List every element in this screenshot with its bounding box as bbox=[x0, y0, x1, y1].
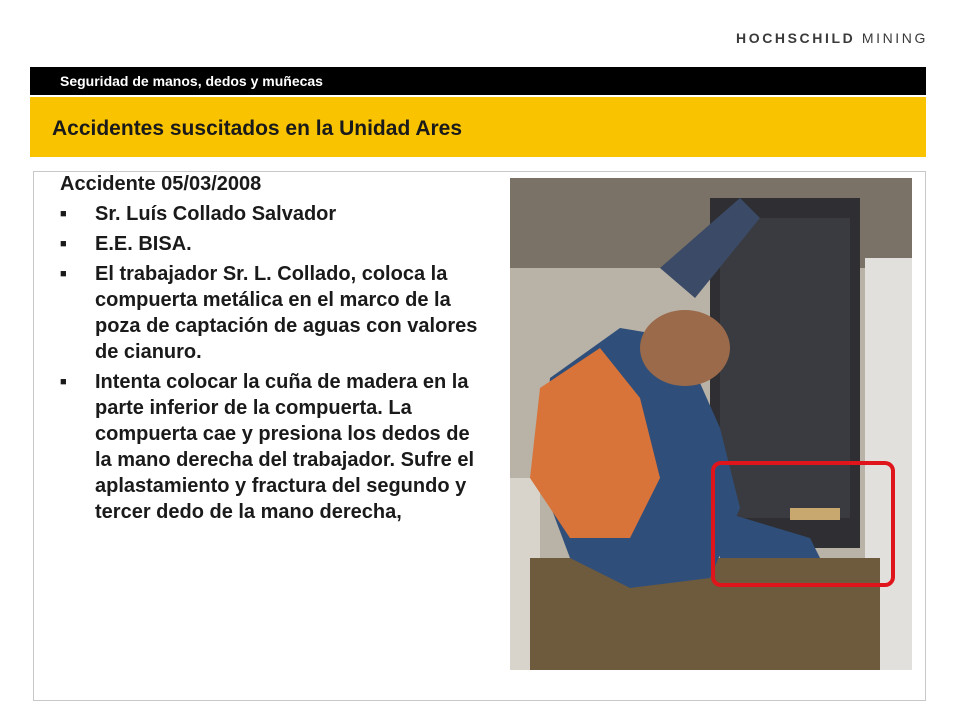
list-item-text: Sr. Luís Collado Salvador bbox=[95, 203, 337, 225]
section-header-text: Seguridad de manos, dedos y muñecas bbox=[60, 73, 323, 89]
section-header-bar bbox=[30, 67, 926, 95]
list-item bbox=[60, 261, 490, 365]
list-item-text: El trabajador Sr. L. Collado, coloca la compuerta metálica en el marco de la poza de captación de aguas con valores de cianuro. bbox=[95, 263, 478, 363]
accident-photo bbox=[510, 178, 912, 670]
accident-bullet-list bbox=[60, 201, 490, 525]
square-bullet-icon: ■ bbox=[60, 268, 67, 280]
square-bullet-icon: ■ bbox=[60, 208, 67, 220]
brand-logo-regular: MINING bbox=[861, 30, 928, 46]
slide-title: Accidentes suscitados en la Unidad Ares bbox=[52, 117, 463, 140]
accident-heading: Accidente 05/03/2008 bbox=[60, 173, 262, 195]
accident-description bbox=[60, 171, 490, 525]
title-bar bbox=[30, 97, 926, 157]
list-item bbox=[60, 201, 490, 227]
list-item bbox=[60, 369, 490, 525]
list-item bbox=[60, 231, 490, 257]
list-item-text: Intenta colocar la cuña de madera en la parte inferior de la compuerta. La compuerta cae y presiona los dedos de la mano derecha del trabajador. Sufre el aplastamiento y fractura del segundo y tercer dedo de la mano derecha, bbox=[95, 371, 475, 523]
square-bullet-icon: ■ bbox=[60, 238, 67, 250]
brand-logo bbox=[736, 30, 928, 46]
accident-photo-illustration bbox=[510, 178, 912, 670]
square-bullet-icon: ■ bbox=[60, 376, 67, 388]
list-item-text: E.E. BISA. bbox=[95, 233, 192, 255]
brand-logo-bold: HOCHSCHILD bbox=[736, 30, 856, 46]
